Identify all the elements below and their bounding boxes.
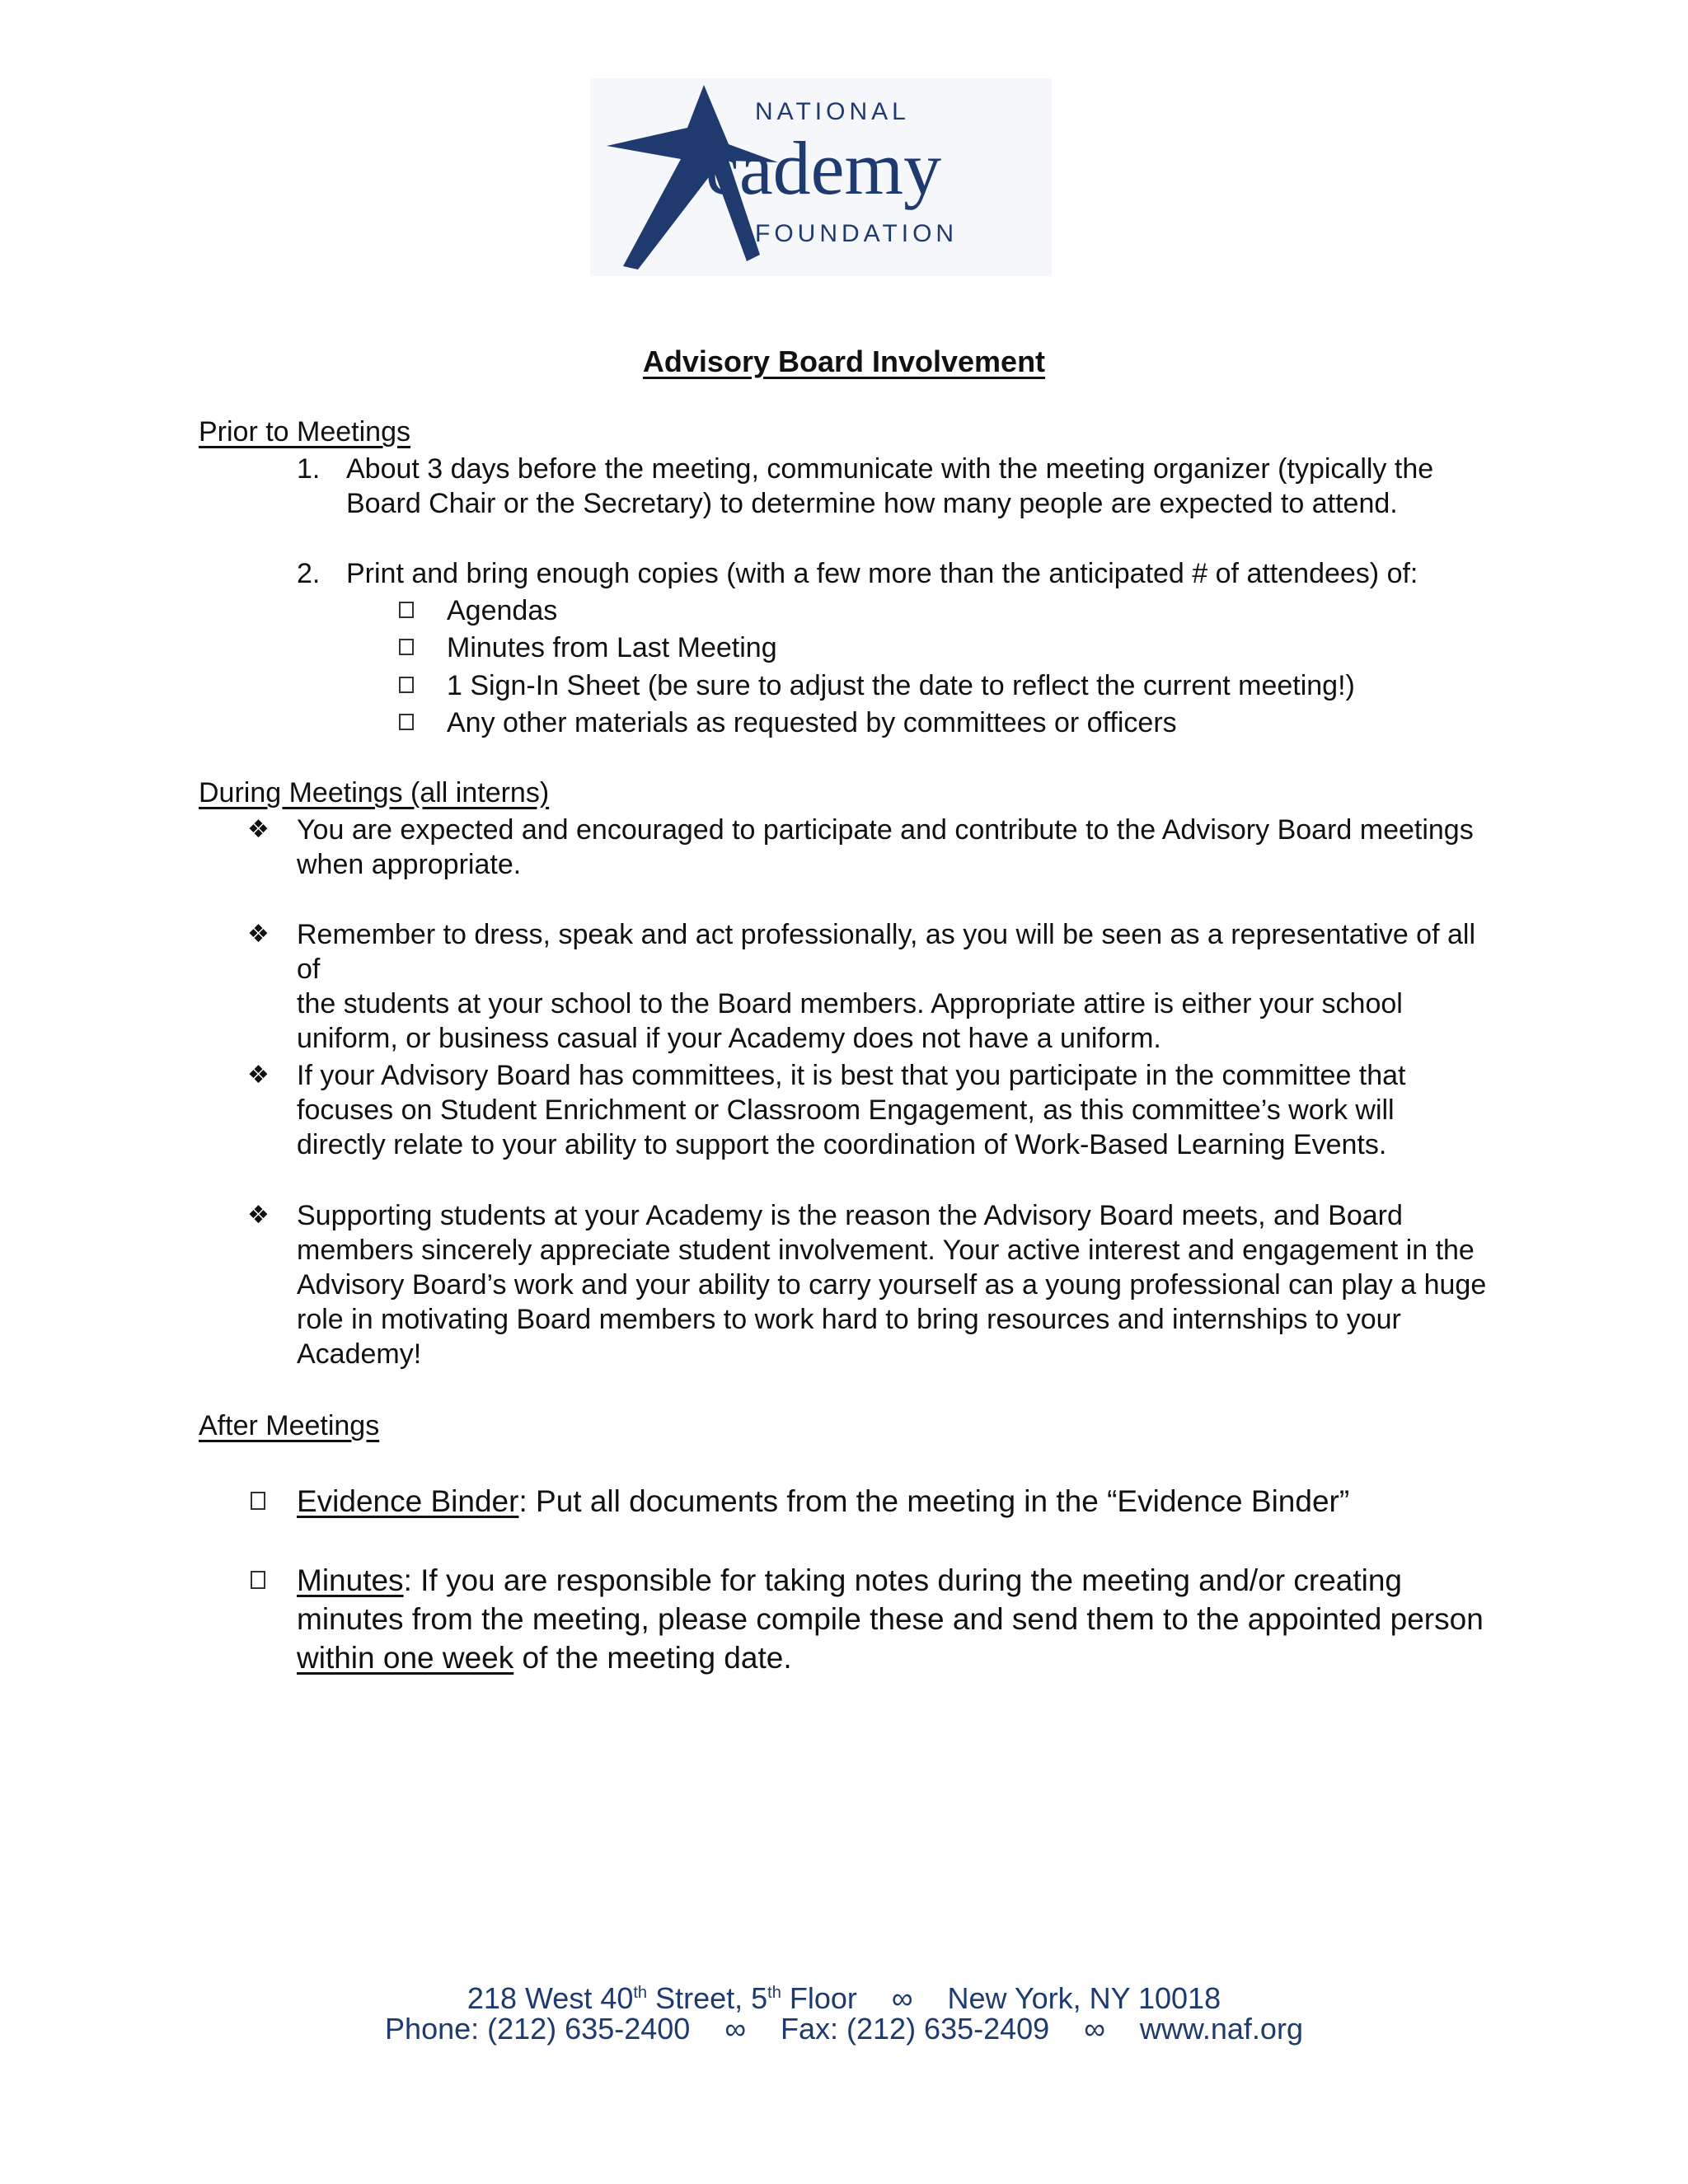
- checkbox-icon[interactable]: [399, 602, 414, 618]
- footer-city: New York, NY 10018: [947, 1981, 1221, 2015]
- item-line: Print and bring enough copies (with a few more than the anticipated # of attendees) of:: [346, 558, 1418, 589]
- item-line: Board Chair or the Secretary) to determine how many people are expected to attend.: [346, 488, 1398, 519]
- section-heading-prior: Prior to Meetings: [199, 416, 410, 448]
- checkbox-icon[interactable]: [251, 1571, 265, 1589]
- bullet-line: Advisory Board’s work and your ability to carry yourself as a young professional can play a huge: [297, 1269, 1487, 1301]
- bullet-line: focuses on Student Enrichment or Classroom Engagement, as this committee’s work will: [297, 1094, 1395, 1126]
- footer-sup: th: [633, 1984, 648, 2002]
- footer-sup: th: [767, 1984, 781, 2002]
- minutes-line: of the meeting date.: [513, 1641, 792, 1675]
- checkbox-icon[interactable]: [399, 714, 414, 730]
- item-number: 2.: [297, 558, 321, 589]
- checklist-item[interactable]: [397, 630, 1469, 667]
- bullet-item: [247, 813, 1500, 887]
- bullet-item: [247, 1058, 1500, 1165]
- diamond-bullet-icon: ❖: [247, 1061, 270, 1090]
- item-number: 1.: [297, 453, 321, 485]
- numbered-item: [297, 452, 1500, 526]
- checkbox-icon[interactable]: [399, 639, 414, 655]
- footer-street: 218 West 40: [467, 1981, 634, 2015]
- section-heading-after: After Meetings: [199, 1410, 380, 1441]
- bullet-item: [247, 1198, 1500, 1376]
- footer-contact: [0, 2011, 1688, 2047]
- footer-fax: Fax: (212) 635-2409: [781, 2012, 1050, 2046]
- checkbox-icon[interactable]: [251, 1492, 265, 1510]
- within-one-week-text: within one week: [297, 1641, 514, 1675]
- footer-street: Floor: [781, 1981, 857, 2015]
- naf-logo: [590, 78, 1052, 276]
- diamond-bullet-icon: ❖: [247, 1201, 270, 1230]
- bullet-line: directly relate to your ability to support the coordination of Work-Based Learning Events.: [297, 1129, 1387, 1160]
- after-checklist-item[interactable]: [247, 1561, 1500, 1680]
- bullet-line: You are expected and encouraged to participate and contribute to the Advisory Board meetings: [297, 814, 1474, 846]
- logo-foundation-text: FOUNDATION: [755, 220, 959, 247]
- bullet-line: Remember to dress, speak and act professionally, as you will be seen as a representative of all of: [297, 919, 1475, 985]
- after-checklist-item[interactable]: [247, 1482, 1500, 1523]
- infinity-separator-icon: ∞: [891, 1981, 913, 2015]
- bullet-line: role in motivating Board members to work hard to bring resources and internships to your: [297, 1304, 1401, 1335]
- evidence-binder-text: : Put all documents from the meeting in the “Evidence Binder”: [518, 1484, 1350, 1518]
- checklist-label: Any other materials as requested by committees or officers: [447, 707, 1177, 738]
- checkbox-icon[interactable]: [399, 677, 414, 693]
- minutes-line: minutes from the meeting, please compile these and send them to the appointed person: [297, 1602, 1484, 1636]
- item-line: About 3 days before the meeting, communicate with the meeting organizer (typically the: [346, 453, 1434, 485]
- section-heading-during: During Meetings (all interns): [199, 777, 550, 808]
- footer-website-link[interactable]: www.naf.org: [1139, 2012, 1303, 2046]
- footer-phone: Phone: (212) 635-2400: [385, 2012, 691, 2046]
- checklist-label: Agendas: [447, 595, 558, 626]
- evidence-binder-label: Evidence Binder: [297, 1484, 519, 1518]
- logo-academy-text: cademy: [706, 126, 942, 210]
- infinity-separator-icon: ∞: [724, 2012, 746, 2046]
- document-title: Advisory Board Involvement: [642, 344, 1046, 378]
- checklist-item[interactable]: [397, 705, 1469, 742]
- infinity-separator-icon: ∞: [1084, 2012, 1105, 2046]
- bullet-line: when appropriate.: [297, 849, 522, 880]
- checklist-label: Minutes from Last Meeting: [447, 632, 777, 663]
- logo-national-text: NATIONAL: [755, 98, 910, 125]
- bullet-line: If your Advisory Board has committees, it is best that you participate in the committee that: [297, 1060, 1406, 1091]
- checklist-label: 1 Sign-In Sheet (be sure to adjust the date to reflect the current meeting!): [447, 670, 1355, 701]
- bullet-item: [247, 917, 1500, 1054]
- bullet-line: members sincerely appreciate student involvement. Your active interest and engagement in the: [297, 1235, 1475, 1266]
- minutes-label: Minutes: [297, 1563, 404, 1597]
- footer-street: Street, 5: [647, 1981, 768, 2015]
- diamond-bullet-icon: ❖: [247, 920, 270, 949]
- numbered-item: [297, 556, 1500, 593]
- checklist-item[interactable]: [397, 668, 1469, 705]
- bullet-line: the students at your school to the Board members. Appropriate attire is either your school: [297, 988, 1403, 1019]
- bullet-line: uniform, or business casual if your Academy does not have a uniform.: [297, 1023, 1161, 1054]
- bullet-line: Supporting students at your Academy is the reason the Advisory Board meets, and Board: [297, 1200, 1403, 1231]
- checklist-item[interactable]: [397, 593, 1469, 630]
- naf-logo-graphic: [590, 78, 1052, 276]
- minutes-line: : If you are responsible for taking notes during the meeting and/or creating: [403, 1563, 1403, 1597]
- diamond-bullet-icon: ❖: [247, 815, 270, 844]
- bullet-line: Academy!: [297, 1338, 422, 1370]
